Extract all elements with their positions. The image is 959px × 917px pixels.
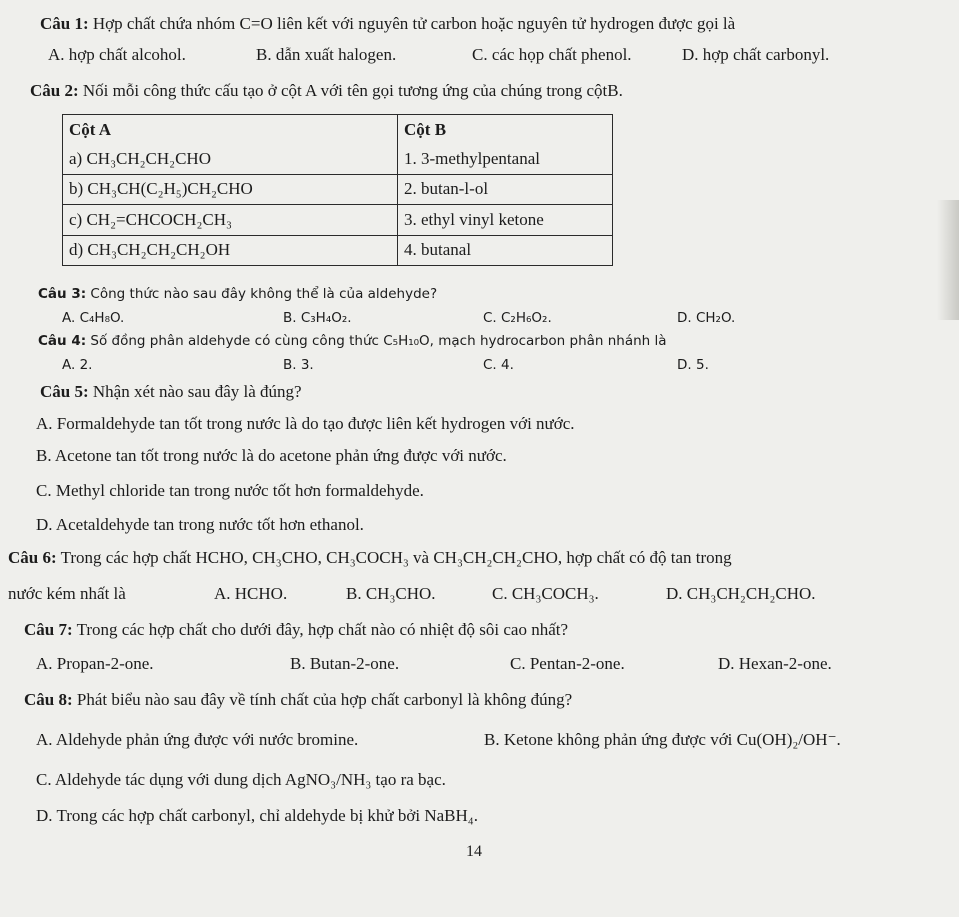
- question-4-option-d: D. 5.: [677, 357, 709, 373]
- question-4-text: Số đồng phân aldehyde có cùng công thức C₅H₁₀O, mạch hydrocarbon phân nhánh là: [90, 333, 667, 349]
- question-5-text: Nhận xét nào sau đây là đúng?: [92, 382, 302, 401]
- column-a-cell: [63, 174, 398, 204]
- question-6-option-b: B. CH₃CHO.: [346, 584, 436, 603]
- question-7-option-d: D. Hexan-2-one.: [718, 654, 832, 673]
- question-3-option-d: D. CH₂O.: [677, 310, 736, 326]
- question-1-text: Hợp chất chứa nhóm C=O liên kết với nguyên tử carbon hoặc nguyên tử hydrogen được gọi là: [92, 14, 736, 33]
- question-8-option-a: A. Aldehyde phản ứng được với nước bromine.: [36, 730, 359, 749]
- question-1-option-b: B. dẫn xuất halogen.: [256, 45, 397, 64]
- question-3: [38, 286, 437, 302]
- column-a-cell: [63, 144, 398, 174]
- question-8-option-d: D. Trong các hợp chất carbonyl, chỉ aldehyde bị khử bởi NaBH₄.: [36, 806, 478, 825]
- question-1: [40, 14, 735, 34]
- question-5: [40, 382, 302, 402]
- question-2: [30, 81, 623, 101]
- row-letter: a): [69, 148, 83, 168]
- question-5-option-c: C. Methyl chloride tan trong nước tốt hơn formaldehyde.: [36, 481, 424, 500]
- question-5-label: Câu 5:: [40, 382, 89, 401]
- page-number: 14: [466, 843, 482, 860]
- row-formula: CH₃CH(C₂H₅)CH₂CHO: [87, 179, 253, 199]
- question-7-option-a: A. Propan-2-one.: [36, 654, 154, 673]
- question-5-option-d: D. Acetaldehyde tan trong nước tốt hơn ethanol.: [36, 515, 364, 534]
- question-6-option-a: A. HCHO.: [214, 584, 288, 603]
- question-5-option-b: B. Acetone tan tốt trong nước là do acetone phản ứng được với nước.: [36, 446, 507, 465]
- question-2-label: Câu 2:: [30, 81, 79, 100]
- question-4-option-b: B. 3.: [283, 357, 314, 373]
- question-3-label: Câu 3:: [38, 286, 87, 302]
- column-b-header: Cột B: [398, 115, 613, 145]
- question-6-option-c: C. CH₃COCH₃.: [492, 584, 599, 603]
- question-6-option-d: D. CH₃CH₂CH₂CHO.: [666, 584, 816, 603]
- row-letter: b): [69, 179, 84, 199]
- question-6-label: Câu 6:: [8, 548, 57, 567]
- question-3-option-c: C. C₂H₆O₂.: [483, 310, 552, 326]
- question-8-option-c: C. Aldehyde tác dụng với dung dịch AgNO₃/NH₃ tạo ra bạc.: [36, 770, 446, 789]
- question-1-option-d: D. hợp chất carbonyl.: [682, 45, 830, 64]
- question-4: [38, 333, 667, 349]
- question-8-text: Phát biểu nào sau đây về tính chất của hợp chất carbonyl là không đúng?: [76, 690, 573, 709]
- question-4-option-c: C. 4.: [483, 357, 514, 373]
- column-a-header: Cột A: [63, 115, 398, 145]
- column-b-cell: 2. butan-l-ol: [398, 174, 613, 204]
- matching-table: [62, 114, 613, 266]
- question-3-option-b: B. C₃H₄O₂.: [283, 310, 352, 326]
- question-1-option-a: A. hợp chất alcohol.: [48, 45, 186, 64]
- question-6-text-line2: nước kém nhất là: [8, 584, 126, 603]
- column-b-cell: 1. 3-methylpentanal: [398, 144, 613, 174]
- question-7-option-c: C. Pentan-2-one.: [510, 654, 625, 673]
- question-8-label: Câu 8:: [24, 690, 73, 709]
- question-3-option-a: A. C₄H₈O.: [62, 310, 125, 326]
- question-7-text: Trong các hợp chất cho dưới đây, hợp chất nào có nhiệt độ sôi cao nhất?: [76, 620, 569, 639]
- question-4-label: Câu 4:: [38, 333, 87, 349]
- question-1-label: Câu 1:: [40, 14, 89, 33]
- table-row: [63, 235, 613, 266]
- table-row: [63, 205, 613, 235]
- question-2-text: Nối mỗi công thức cấu tạo ở cột A với tên gọi tương ứng của chúng trong cộtB.: [82, 81, 623, 100]
- row-formula: CH₃CH₂CH₂CHO: [86, 148, 211, 168]
- column-a-cell: [63, 205, 398, 235]
- question-6: [8, 548, 732, 568]
- column-a-cell: [63, 235, 398, 266]
- question-8-option-b: B. Ketone không phản ứng được với Cu(OH)₂/OH⁻.: [484, 730, 841, 749]
- column-b-cell: 4. butanal: [398, 235, 613, 266]
- question-6-text-line1: Trong các hợp chất HCHO, CH₃CHO, CH₃COCH₃ và CH₃CH₂CH₂CHO, hợp chất có độ tan trong: [60, 548, 732, 567]
- row-formula: CH₂=CHCOCH₂CH₃: [86, 209, 232, 229]
- question-8: [24, 690, 572, 710]
- row-letter: d): [69, 240, 84, 260]
- table-row: [63, 174, 613, 204]
- column-b-cell: 3. ethyl vinyl ketone: [398, 205, 613, 235]
- question-4-option-a: A. 2.: [62, 357, 93, 373]
- row-formula: CH₃CH₂CH₂CH₂OH: [87, 240, 231, 260]
- question-3-text: Công thức nào sau đây không thể là của aldehyde?: [90, 286, 438, 302]
- row-letter: c): [69, 209, 83, 229]
- page-edge-shadow: [937, 200, 959, 320]
- question-7-option-b: B. Butan-2-one.: [290, 654, 400, 673]
- question-7-label: Câu 7:: [24, 620, 73, 639]
- question-5-option-a: A. Formaldehyde tan tốt trong nước là do tạo được liên kết hydrogen với nước.: [36, 414, 575, 433]
- table-row: [63, 144, 613, 174]
- question-7: [24, 620, 568, 640]
- question-1-option-c: C. các họp chất phenol.: [472, 45, 632, 64]
